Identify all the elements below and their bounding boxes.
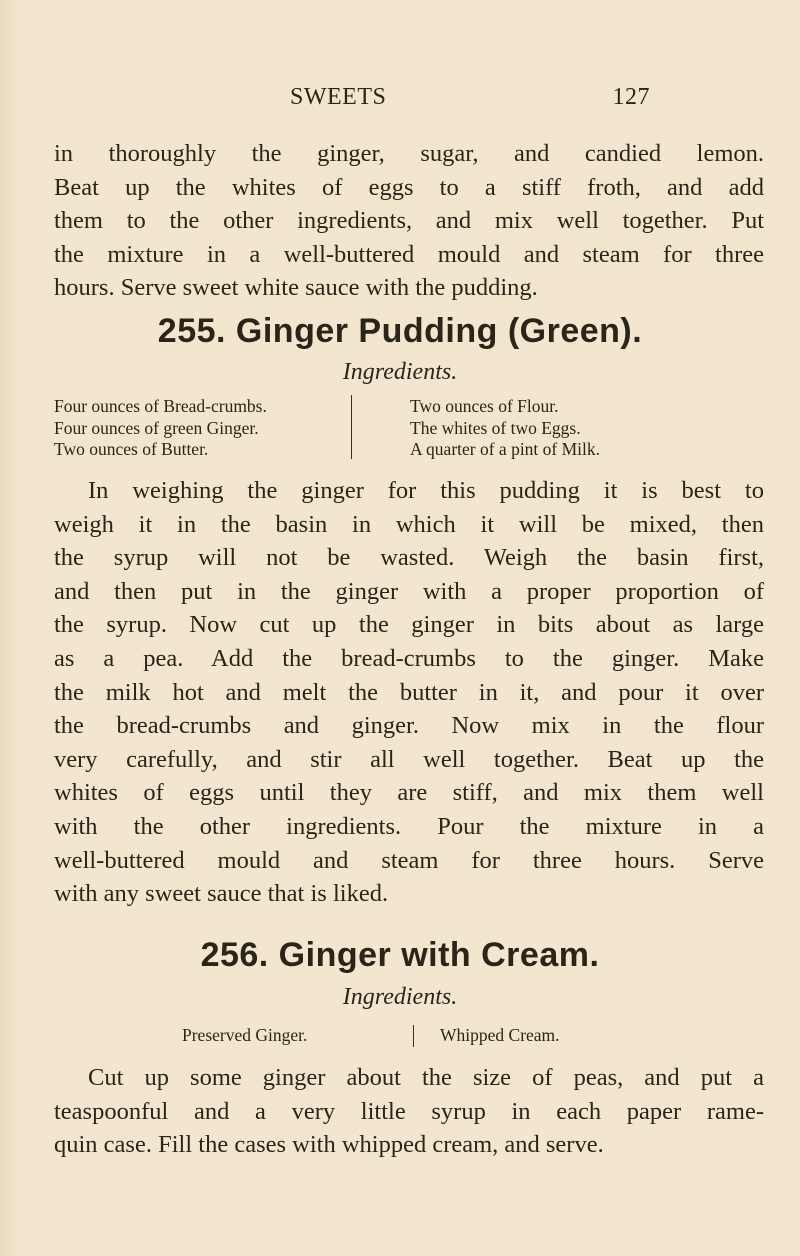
recipe-256-heading: 256. Ginger with Cream. — [200, 936, 600, 974]
paragraph-line: Cut up some ginger about the size of peas, and put a — [88, 1064, 764, 1091]
paragraph-line: the bread-crumbs and ginger. Now mix in the flour — [54, 712, 764, 740]
paragraph-line: whites of eggs until they are stiff, and mix them well — [54, 779, 764, 807]
recipe-256-ingredients — [0, 1025, 800, 1049]
recipe-256-ingredients-title: Ingredients. — [342, 984, 458, 1010]
ingredient-item: Preserved Ginger. — [182, 1025, 308, 1045]
paragraph-line: In weighing the ginger for this pudding it is best to — [88, 477, 764, 504]
paragraph-line: well-buttered mould and steam for three hours. Serve — [54, 846, 764, 874]
ingredient-item: Two ounces of Butter. — [54, 439, 209, 459]
paragraph-line: quin case. Fill the cases with whipped cream, and serve. — [54, 1131, 604, 1159]
recipe-255-ingredients-left — [54, 396, 267, 461]
paragraph-line: with any sweet sauce that is liked. — [54, 880, 389, 908]
ingredients-column-divider — [351, 395, 352, 459]
ingredients-column-divider — [413, 1025, 414, 1047]
ingredient-item: The whites of two Eggs. — [410, 417, 581, 438]
ingredient-item: Four ounces of green Ginger. — [54, 417, 259, 438]
paragraph-line: them to the other ingredients, and mix well together. Put — [54, 207, 764, 235]
recipe-255-heading: 255. Ginger Pudding (Green). — [157, 312, 643, 350]
paragraph-line: the syrup. Now cut up the ginger in bits about as large — [54, 611, 764, 639]
paragraph-line: hours. Serve sweet white sauce with the pudding. — [54, 274, 538, 302]
page-number: 127 — [612, 84, 650, 110]
paragraph-line: very carefully, and stir all well together. Beat up the — [54, 745, 764, 773]
paragraph-line: the milk hot and melt the butter in it, and pour it over — [54, 678, 764, 706]
page-gutter-shade — [0, 0, 20, 1256]
running-head — [290, 84, 650, 118]
paragraph-line: in thoroughly the ginger, sugar, and candied lemon. — [54, 140, 764, 167]
paragraph-line: and then put in the ginger with a proper proportion of — [54, 577, 764, 605]
paragraph-line: the syrup will not be wasted. Weigh the basin first, — [54, 544, 764, 572]
section-title: SWEETS — [290, 84, 387, 110]
ingredient-item: A quarter of a pint of Milk. — [410, 439, 601, 459]
paragraph-line: with the other ingredients. Pour the mixture in a — [54, 812, 764, 840]
opening-paragraph — [54, 137, 764, 305]
recipe-255-method — [54, 474, 764, 911]
paragraph-line: weigh it in the basin in which it will be mixed, then — [54, 510, 764, 538]
paragraph-line: teaspoonful and a very little syrup in each paper rame- — [54, 1097, 764, 1125]
ingredient-item: Four ounces of Bread-crumbs. — [54, 396, 267, 416]
recipe-256-method — [54, 1061, 764, 1162]
paragraph-line: the mixture in a well-buttered mould and steam for three — [54, 240, 764, 268]
ingredient-item: Two ounces of Flour. — [410, 396, 559, 416]
recipe-255-ingredients-title: Ingredients. — [342, 359, 458, 385]
recipe-255-ingredients-right — [410, 396, 600, 461]
paragraph-line: Beat up the whites of eggs to a stiff froth, and add — [54, 173, 764, 201]
paragraph-line: as a pea. Add the bread-crumbs to the ginger. Make — [54, 644, 764, 672]
ingredient-item: Whipped Cream. — [440, 1025, 560, 1045]
